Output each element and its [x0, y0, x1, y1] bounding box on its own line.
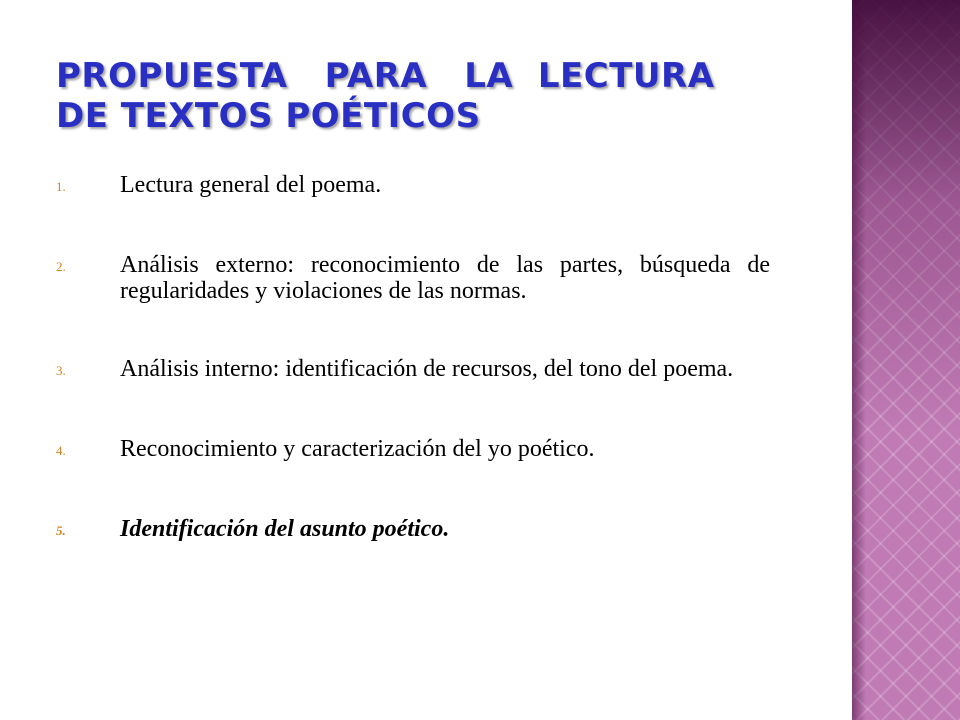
list-text: Análisis interno: identificación de recursos, del tono del poema.	[120, 356, 734, 382]
slide-title-line-2: DE TEXTOS POÉTICOS	[56, 96, 481, 136]
slide-title	[56, 56, 836, 136]
list-text: Identificación del asunto poético.	[120, 516, 450, 542]
decorative-side-band	[852, 0, 960, 720]
list-item	[56, 356, 770, 384]
list-number: 4.	[56, 443, 66, 458]
slide-title-line-1: PROPUESTA PARA LA LECTURA	[56, 56, 715, 96]
list-item	[56, 436, 770, 464]
list-number: 1.	[56, 179, 66, 194]
list-text: Análisis externo: reconocimiento de las partes, búsqueda de regularidades y violaciones de las normas.	[120, 252, 770, 304]
list-number: 5.	[56, 523, 66, 538]
list-item-emphasized	[56, 516, 770, 544]
list-text: Reconocimiento y caracterización del yo poético.	[120, 436, 595, 462]
list-item	[56, 252, 770, 304]
list-text: Lectura general del poema.	[120, 172, 382, 198]
list-number: 2.	[56, 259, 66, 274]
list-number: 3.	[56, 363, 66, 378]
list-item	[56, 172, 770, 200]
steps-list	[56, 172, 770, 544]
